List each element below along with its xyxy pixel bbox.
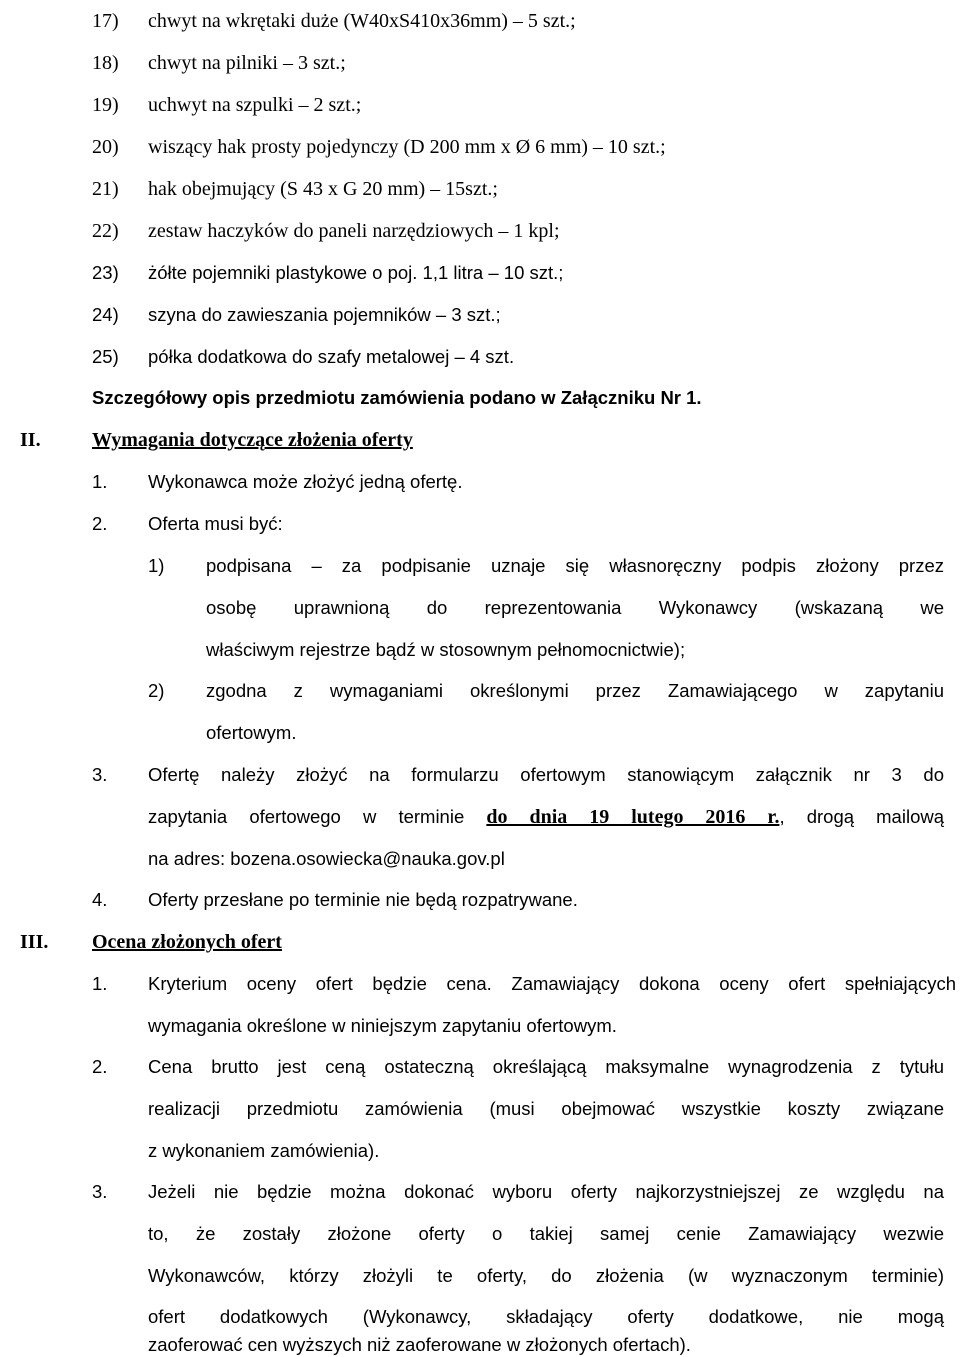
list-item — [92, 9, 576, 33]
section-3-point-2-line-1: Cena brutto jest ceną ostateczną określającą maksymalne wynagrodzenia z tytułu — [148, 1056, 944, 1077]
section-2-numeral: II. — [20, 429, 41, 451]
list-item — [92, 219, 560, 243]
deadline-prefix: zapytania ofertowego w terminie — [148, 806, 487, 827]
list-item-number: 21) — [92, 178, 119, 200]
point-text: Oferty przesłane po terminie nie będą rozpatrywane. — [148, 889, 578, 910]
section-3-point-3-line-4: ofert dodatkowych (Wykonawcy, składający oferty dodatkowe, nie mogą — [148, 1306, 944, 1327]
list-item — [92, 261, 563, 285]
subpoint-1-line-1: podpisana – za podpisanie uznaje się własnoręczny podpis złożony przez — [206, 555, 944, 576]
section-3-title: Ocena złożonych ofert — [92, 931, 282, 953]
detail-note: Szczegółowy opis przedmiotu zamówienia podano w Załączniku Nr 1. — [92, 387, 702, 408]
section-3-point-2-line-2: realizacji przedmiotu zamówienia (musi obejmować wszystkie koszty związane — [148, 1098, 944, 1119]
point-number: 2. — [92, 513, 108, 534]
subpoint-2-number: 2) — [148, 680, 165, 701]
point-text: Oferta musi być: — [148, 513, 283, 534]
list-item-text: półka dodatkowa do szafy metalowej – 4 szt. — [148, 346, 515, 367]
subpoint-1-line-3: właściwym rejestrze bądź w stosownym pełnomocnictwie); — [206, 639, 686, 660]
list-item-number: 19) — [92, 94, 119, 116]
point-number: 4. — [92, 889, 108, 910]
section-3-point-2-line-3: z wykonaniem zamówienia). — [148, 1140, 380, 1161]
subpoint-2-line-1: zgodna z wymaganiami określonymi przez Zamawiającego w zapytaniu — [206, 680, 944, 701]
section-3-point-1-number: 1. — [92, 973, 108, 994]
section-3-point-1-line-1: Kryterium oceny ofert będzie cena. Zamawiający dokona oceny ofert spełniających — [148, 973, 956, 994]
section-3-point-1-line-2: wymagania określone w niniejszym zapytaniu ofertowym. — [148, 1015, 617, 1036]
list-item-number: 23) — [92, 262, 119, 283]
list-item — [92, 93, 361, 117]
list-item — [92, 177, 498, 201]
section-3-point-3-line-3: Wykonawców, którzy złożyli te oferty, do złożenia (w wyznaczonym terminie) — [148, 1265, 944, 1286]
section-2-point-2 — [92, 512, 283, 536]
subpoint-1-line-2: osobę uprawnioną do reprezentowania Wykonawcy (wskazaną we — [206, 597, 944, 618]
section-2-point-4 — [92, 888, 578, 912]
list-item-number: 20) — [92, 136, 119, 158]
list-item-text: zestaw haczyków do paneli narzędziowych – 1 kpl; — [148, 220, 560, 242]
section-2-point-3-line-3: na adres: bozena.osowiecka@nauka.gov.pl — [148, 848, 505, 869]
list-item — [92, 303, 501, 327]
section-3-point-3-line-2: to, że zostały złożone oferty o takiej samej cenie Zamawiający wezwie — [148, 1223, 944, 1244]
list-item-text: chwyt na wkrętaki duże (W40xS410x36mm) – 5 szt.; — [148, 10, 576, 32]
section-2-point-3-line-1: Ofertę należy złożyć na formularzu ofertowym stanowiącym załącznik nr 3 do — [148, 764, 944, 785]
point-text: Wykonawca może złożyć jedną ofertę. — [148, 471, 463, 492]
list-item — [92, 345, 514, 369]
list-item-number: 18) — [92, 52, 119, 74]
section-3-point-2-number: 2. — [92, 1056, 108, 1077]
section-3-point-3-number: 3. — [92, 1181, 108, 1202]
section-3-numeral: III. — [20, 931, 49, 953]
section-3-point-3-line-1: Jeżeli nie będzie można dokonać wyboru oferty najkorzystniejszej ze względu na — [148, 1181, 944, 1202]
list-item-number: 22) — [92, 220, 119, 242]
list-item-text: wiszący hak prosty pojedynczy (D 200 mm x Ø 6 mm) – 10 szt.; — [148, 136, 666, 158]
list-item-number: 25) — [92, 346, 119, 367]
list-item-number: 24) — [92, 304, 119, 325]
list-item-number: 17) — [92, 10, 119, 32]
list-item-text: szyna do zawieszania pojemników – 3 szt.; — [148, 304, 501, 325]
section-2-title: Wymagania dotyczące złożenia oferty — [92, 429, 413, 451]
section-3-point-3-line-5: zaoferować cen wyższych niż zaoferowane w złożonych ofertach). — [148, 1334, 691, 1355]
list-item-text: hak obejmujący (S 43 x G 20 mm) – 15szt.; — [148, 178, 498, 200]
section-2-point-3-line-2 — [148, 805, 944, 829]
section-2-point-3-number: 3. — [92, 764, 108, 785]
subpoint-2-line-2: ofertowym. — [206, 722, 297, 743]
point-number: 1. — [92, 471, 108, 492]
list-item — [92, 51, 346, 75]
list-item-text: żółte pojemniki plastykowe o poj. 1,1 litra – 10 szt.; — [148, 262, 564, 283]
list-item-text: uchwyt na szpulki – 2 szt.; — [148, 94, 362, 116]
deadline-suffix: , drogą mailową — [779, 806, 945, 827]
list-item-text: chwyt na pilniki – 3 szt.; — [148, 52, 346, 74]
subpoint-1-number: 1) — [148, 555, 165, 576]
section-2-point-1 — [92, 470, 462, 494]
list-item — [92, 135, 666, 159]
deadline-date: do dnia 19 lutego 2016 r. — [486, 806, 780, 828]
